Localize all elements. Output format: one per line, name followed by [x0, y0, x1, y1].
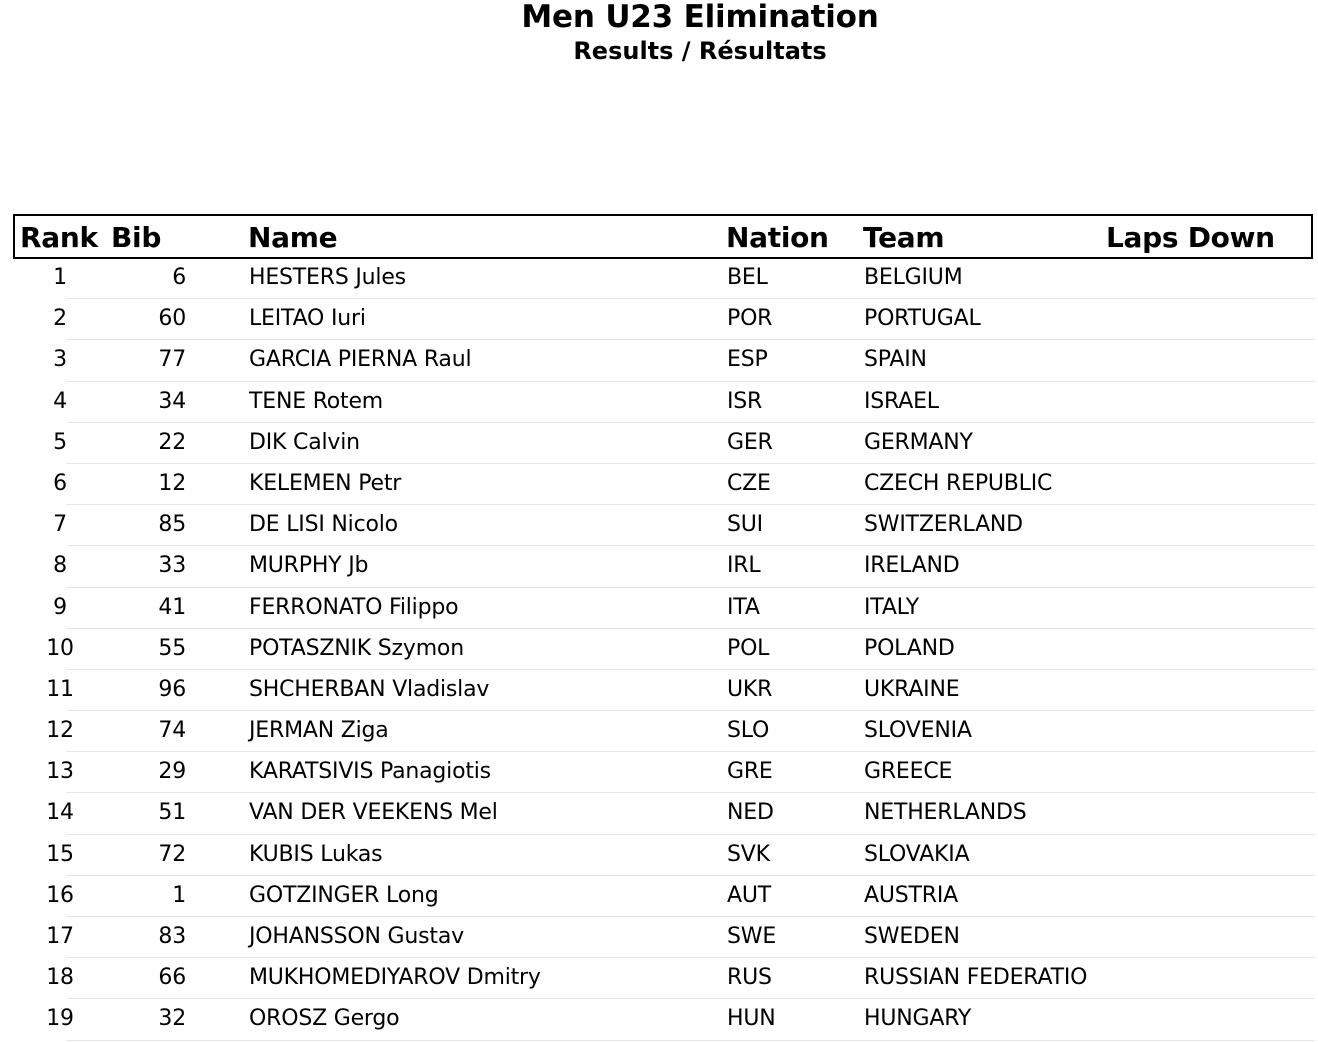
team-cell: ISRAEL [864, 388, 939, 414]
table-row [0, 464, 1318, 505]
nation-cell: POL [727, 635, 770, 661]
nation-cell: HUN [727, 1006, 776, 1032]
page-subtitle: Results / Résultats [573, 37, 827, 65]
rank-cell: 11 [46, 676, 74, 702]
team-cell: SLOVENIA [864, 718, 972, 744]
rank-cell: 5 [53, 429, 67, 455]
bib-cell: 12 [158, 470, 186, 496]
name-cell: MUKHOMEDIYAROV Dmitry [249, 965, 541, 991]
team-cell: GERMANY [864, 429, 973, 455]
nation-cell: SVK [727, 841, 770, 867]
table-row [0, 546, 1318, 587]
bib-cell: 22 [158, 429, 186, 455]
rank-cell: 2 [53, 306, 67, 332]
name-cell: TENE Rotem [249, 388, 384, 414]
nation-cell: SUI [727, 512, 763, 538]
name-cell: HESTERS Jules [249, 265, 406, 290]
bib-cell: 77 [158, 347, 186, 373]
table-row [0, 958, 1318, 999]
column-header-name: Name [248, 221, 338, 254]
nation-cell: ESP [727, 347, 768, 373]
team-cell: CZECH REPUBLIC [864, 470, 1053, 496]
name-cell: LEITAO Iuri [249, 306, 366, 332]
column-header-team: Team [863, 221, 945, 254]
rank-cell: 13 [46, 759, 74, 785]
nation-cell: POR [727, 306, 773, 332]
team-cell: BELGIUM [864, 265, 963, 290]
nation-cell: SLO [727, 718, 770, 744]
table-row [0, 629, 1318, 670]
name-cell: VAN DER VEEKENS Mel [249, 800, 498, 826]
team-cell: NETHERLANDS [864, 800, 1027, 826]
table-row [0, 299, 1318, 340]
team-cell: HUNGARY [864, 1006, 972, 1032]
name-cell: KELEMEN Petr [249, 470, 402, 496]
name-cell: POTASZNIK Szymon [249, 635, 464, 661]
table-row [0, 340, 1318, 381]
bib-cell: 34 [158, 388, 186, 414]
team-cell: POLAND [864, 635, 955, 661]
bib-cell: 85 [158, 512, 186, 538]
table-row [0, 258, 1318, 299]
nation-cell: CZE [727, 470, 771, 496]
nation-cell: UKR [727, 676, 773, 702]
rank-cell: 6 [53, 470, 67, 496]
bib-cell: 96 [158, 676, 186, 702]
name-cell: JOHANSSON Gustav [249, 924, 464, 949]
name-cell: DIK Calvin [249, 429, 360, 455]
bib-cell: 55 [158, 635, 186, 661]
rank-cell: 8 [53, 553, 67, 579]
table-row [0, 588, 1318, 629]
name-cell: JERMAN Ziga [249, 718, 389, 744]
table-row [0, 711, 1318, 752]
table-row [0, 505, 1318, 546]
nation-cell: IRL [727, 553, 761, 579]
table-row [0, 835, 1318, 876]
bib-cell: 41 [158, 594, 186, 620]
bib-cell: 6 [172, 265, 186, 290]
bib-cell: 60 [158, 306, 186, 332]
rank-cell: 18 [46, 965, 74, 991]
bib-cell: 1 [172, 882, 186, 908]
table-row [0, 670, 1318, 711]
bib-cell: 72 [158, 841, 186, 867]
name-cell: FERRONATO Filippo [249, 594, 459, 620]
table-row [0, 752, 1318, 793]
table-row [0, 382, 1318, 423]
bib-cell: 51 [158, 800, 186, 826]
rank-cell: 15 [46, 841, 74, 867]
team-cell: UKRAINE [864, 676, 960, 702]
nation-cell: GER [727, 429, 773, 455]
name-cell: GARCIA PIERNA Raul [249, 347, 472, 373]
rank-cell: 17 [46, 924, 74, 949]
team-cell: AUSTRIA [864, 882, 958, 908]
name-cell: DE LISI Nicolo [249, 512, 398, 538]
name-cell: OROSZ Gergo [249, 1006, 400, 1032]
table-row [0, 423, 1318, 464]
bib-cell: 66 [158, 965, 186, 991]
bib-cell: 74 [158, 718, 186, 744]
column-header-rank: Rank [20, 221, 98, 254]
rank-cell: 10 [46, 635, 74, 661]
column-header-laps-down: Laps Down [1106, 221, 1275, 254]
name-cell: KARATSIVIS Panagiotis [249, 759, 491, 785]
table-row [0, 793, 1318, 834]
nation-cell: AUT [727, 882, 771, 908]
rank-cell: 3 [53, 347, 67, 373]
team-cell: SPAIN [864, 347, 927, 373]
page-title: Men U23 Elimination [521, 0, 879, 35]
bib-cell: 29 [158, 759, 186, 785]
team-cell: GREECE [864, 759, 953, 785]
nation-cell: BEL [727, 265, 768, 290]
nation-cell: NED [727, 800, 774, 826]
rank-cell: 12 [46, 718, 74, 744]
nation-cell: RUS [727, 965, 772, 991]
table-row [0, 999, 1318, 1040]
name-cell: KUBIS Lukas [249, 841, 383, 867]
name-cell: MURPHY Jb [249, 553, 369, 579]
results-table-body [0, 258, 1318, 1041]
bib-cell: 32 [158, 1006, 186, 1032]
bib-cell: 33 [158, 553, 186, 579]
rank-cell: 19 [46, 1006, 74, 1032]
rank-cell: 9 [53, 594, 67, 620]
table-row [0, 917, 1318, 958]
team-cell: SWITZERLAND [864, 512, 1023, 538]
rank-cell: 14 [46, 800, 74, 826]
name-cell: SHCHERBAN Vladislav [249, 676, 490, 702]
team-cell: PORTUGAL [864, 306, 981, 332]
name-cell: GOTZINGER Long [249, 882, 439, 908]
rank-cell: 16 [46, 882, 74, 908]
bib-cell: 83 [158, 924, 186, 949]
nation-cell: SWE [727, 924, 777, 949]
nation-cell: ISR [727, 388, 763, 414]
team-cell: ITALY [864, 594, 920, 620]
table-row [0, 876, 1318, 917]
rank-cell: 1 [53, 265, 67, 290]
rank-cell: 4 [53, 388, 67, 414]
team-cell: SLOVAKIA [864, 841, 970, 867]
rank-cell: 7 [53, 512, 67, 538]
nation-cell: GRE [727, 759, 773, 785]
team-cell: IRELAND [864, 553, 960, 579]
team-cell: RUSSIAN FEDERATIO [864, 965, 1088, 991]
column-header-bib: Bib [111, 221, 162, 254]
nation-cell: ITA [727, 594, 760, 620]
column-header-nation: Nation [726, 221, 829, 254]
team-cell: SWEDEN [864, 924, 960, 949]
